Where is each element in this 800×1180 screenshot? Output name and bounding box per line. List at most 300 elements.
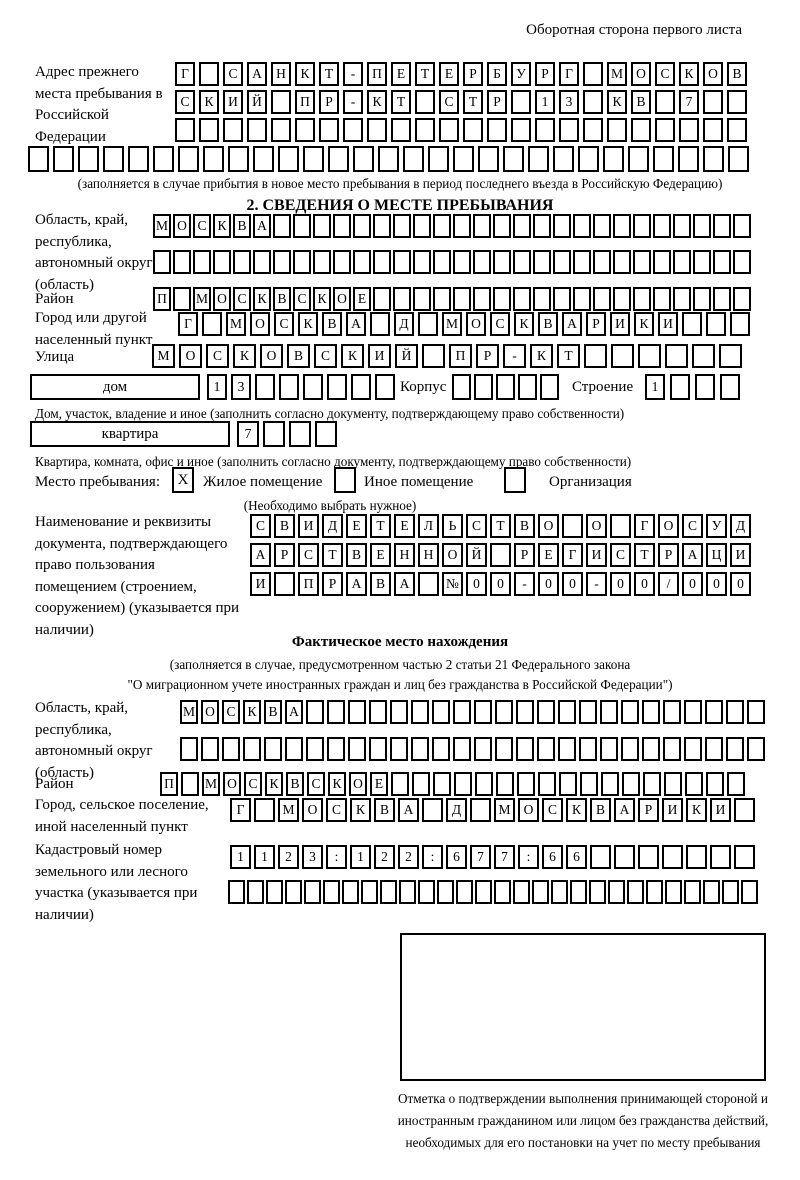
char-cell — [741, 880, 758, 904]
char-cell — [638, 845, 659, 869]
apartment-number-row — [237, 421, 341, 447]
char-cell: С — [326, 798, 347, 822]
char-cell — [621, 737, 639, 761]
char-cell — [733, 214, 751, 238]
char-cell — [559, 772, 577, 796]
char-cell: 1 — [254, 845, 275, 869]
house-label-box: дом — [30, 374, 200, 400]
char-cell: Т — [319, 62, 339, 86]
char-cell — [684, 880, 701, 904]
char-cell — [495, 700, 513, 724]
char-cell: Е — [353, 287, 371, 311]
street-label: Улица — [35, 349, 75, 365]
char-cell — [583, 90, 603, 114]
char-cell — [453, 700, 471, 724]
char-cell — [178, 146, 199, 172]
fact-city-row — [230, 798, 758, 822]
char-cell — [513, 287, 531, 311]
char-cell — [474, 374, 493, 400]
char-cell — [173, 250, 191, 274]
char-cell: К — [566, 798, 587, 822]
char-cell — [153, 250, 171, 274]
fact-title: Фактическое место нахождения — [291, 634, 509, 650]
char-cell — [453, 737, 471, 761]
char-cell — [678, 146, 699, 172]
char-cell — [493, 214, 511, 238]
char-cell — [726, 700, 744, 724]
char-cell — [673, 250, 691, 274]
char-cell: А — [346, 572, 367, 596]
char-cell — [367, 118, 387, 142]
char-cell: Е — [394, 514, 415, 538]
char-cell — [253, 146, 274, 172]
char-cell — [390, 737, 408, 761]
char-cell — [684, 700, 702, 724]
char-cell — [621, 700, 639, 724]
section2-title: 2. СВЕДЕНИЯ О МЕСТЕ ПРЕБЫВАНИЯ — [246, 197, 554, 214]
stay-option-inoe-checkbox[interactable] — [334, 467, 356, 493]
char-cell — [693, 214, 711, 238]
char-cell — [496, 772, 514, 796]
char-cell — [693, 250, 711, 274]
char-cell — [453, 146, 474, 172]
char-cell: В — [374, 798, 395, 822]
char-cell — [553, 214, 571, 238]
char-cell: И — [586, 543, 607, 567]
apartment-note: Квартира, комната, офис и иное (заполнить согласно документу, подтверждающему право собственности) — [35, 454, 632, 469]
house-number-row — [207, 374, 399, 400]
char-cell — [722, 880, 739, 904]
char-cell: Г — [175, 62, 195, 86]
char-cell: С — [206, 344, 229, 368]
stay-option-zhiloe-label: Жилое помещение — [203, 474, 323, 490]
char-cell — [503, 146, 524, 172]
char-cell: Г — [178, 312, 198, 336]
char-cell — [315, 421, 337, 447]
char-cell — [593, 287, 611, 311]
char-cell: К — [298, 312, 318, 336]
char-cell: У — [706, 514, 727, 538]
char-cell: Г — [559, 62, 579, 86]
char-cell — [703, 90, 723, 114]
char-cell: С — [250, 514, 271, 538]
char-cell: Л — [418, 514, 439, 538]
char-cell — [303, 374, 323, 400]
fact-region-label: Область, край, республика, автономный округ (область) — [35, 700, 153, 781]
char-cell: М — [442, 312, 462, 336]
char-cell: Г — [562, 543, 583, 567]
char-cell: О — [518, 798, 539, 822]
city-row — [178, 312, 754, 336]
char-cell — [580, 772, 598, 796]
char-cell — [664, 772, 682, 796]
fact-region-row-1 — [180, 700, 768, 724]
char-cell — [391, 772, 409, 796]
stay-option-zhiloe-checkbox[interactable]: X — [172, 467, 194, 493]
char-cell — [28, 146, 49, 172]
char-cell — [279, 374, 299, 400]
char-cell: М — [202, 772, 220, 796]
char-cell: О — [213, 287, 231, 311]
char-cell — [175, 118, 195, 142]
char-cell: Б — [487, 62, 507, 86]
prev-address-note: (заполняется в случае прибытия в новое место пребывания в период последнего въезда в Российскую Федерацию) — [77, 176, 723, 191]
char-cell — [273, 250, 291, 274]
char-cell: В — [274, 514, 295, 538]
char-cell: К — [295, 62, 315, 86]
char-cell: Е — [370, 543, 391, 567]
char-cell — [478, 146, 499, 172]
char-cell — [453, 287, 471, 311]
char-cell — [213, 250, 231, 274]
char-cell — [313, 214, 331, 238]
char-cell — [528, 146, 549, 172]
char-cell — [537, 737, 555, 761]
char-cell — [273, 214, 291, 238]
char-cell: А — [562, 312, 582, 336]
char-cell: М — [226, 312, 246, 336]
char-cell — [511, 90, 531, 114]
char-cell — [233, 250, 251, 274]
document-row-3 — [250, 572, 754, 596]
char-cell: В — [631, 90, 651, 114]
char-cell — [705, 737, 723, 761]
street-row — [152, 344, 746, 368]
char-cell: Й — [466, 543, 487, 567]
char-cell: 0 — [490, 572, 511, 596]
char-cell: А — [394, 572, 415, 596]
char-cell — [351, 374, 371, 400]
char-cell — [411, 700, 429, 724]
char-cell: С — [298, 543, 319, 567]
char-cell: Д — [730, 514, 751, 538]
char-cell: К — [634, 312, 654, 336]
char-cell: П — [153, 287, 171, 311]
char-cell: Й — [247, 90, 267, 114]
document-row-2 — [250, 543, 754, 567]
char-cell: Р — [319, 90, 339, 114]
char-cell — [255, 374, 275, 400]
char-cell — [453, 214, 471, 238]
char-cell: И — [662, 798, 683, 822]
char-cell — [558, 700, 576, 724]
char-cell — [293, 214, 311, 238]
char-cell: С — [439, 90, 459, 114]
char-cell — [247, 880, 264, 904]
char-cell — [673, 287, 691, 311]
stay-option-org-label: Организация — [549, 474, 632, 490]
char-cell: В — [346, 543, 367, 567]
char-cell: Ь — [442, 514, 463, 538]
char-cell — [706, 312, 726, 336]
char-cell — [201, 737, 219, 761]
char-cell — [415, 118, 435, 142]
char-cell: К — [233, 344, 256, 368]
char-cell — [306, 737, 324, 761]
char-cell: 3 — [231, 374, 251, 400]
char-cell: 7 — [470, 845, 491, 869]
char-cell — [733, 287, 751, 311]
char-cell: П — [160, 772, 178, 796]
char-cell: К — [213, 214, 231, 238]
char-cell — [295, 118, 315, 142]
char-cell — [304, 880, 321, 904]
char-cell: К — [367, 90, 387, 114]
char-cell — [313, 250, 331, 274]
char-cell — [713, 250, 731, 274]
char-cell — [538, 772, 556, 796]
char-cell: Д — [322, 514, 343, 538]
char-cell: У — [511, 62, 531, 86]
char-cell: П — [367, 62, 387, 86]
char-cell — [653, 250, 671, 274]
char-cell: Т — [391, 90, 411, 114]
char-cell — [439, 118, 459, 142]
char-cell: Т — [557, 344, 580, 368]
char-cell: Т — [322, 543, 343, 567]
char-cell — [487, 118, 507, 142]
char-cell — [533, 214, 551, 238]
char-cell: М — [180, 700, 198, 724]
char-cell: Р — [463, 62, 483, 86]
char-cell: К — [199, 90, 219, 114]
char-cell: Р — [476, 344, 499, 368]
char-cell — [646, 880, 663, 904]
char-cell — [518, 374, 537, 400]
char-cell — [474, 700, 492, 724]
char-cell: 0 — [610, 572, 631, 596]
char-cell — [493, 250, 511, 274]
char-cell: М — [153, 214, 171, 238]
char-cell — [695, 374, 715, 400]
char-cell — [264, 737, 282, 761]
char-cell — [78, 146, 99, 172]
char-cell — [692, 344, 715, 368]
confirmation-note: Отметка о подтверждении выполнения принимающей стороной и иностранным гражданином или лицом без гражданства действий, необходимых для его постановки на учет по месту пребывания — [397, 1091, 769, 1150]
char-cell — [653, 287, 671, 311]
char-cell: О — [250, 312, 270, 336]
char-cell — [327, 737, 345, 761]
char-cell: 0 — [562, 572, 583, 596]
char-cell — [199, 118, 219, 142]
char-cell: Н — [394, 543, 415, 567]
char-cell — [600, 700, 618, 724]
char-cell: О — [349, 772, 367, 796]
char-cell: 6 — [446, 845, 467, 869]
char-cell — [633, 287, 651, 311]
char-cell — [579, 737, 597, 761]
char-cell — [103, 146, 124, 172]
char-cell — [494, 880, 511, 904]
char-cell — [375, 374, 395, 400]
char-cell: Н — [418, 543, 439, 567]
char-cell — [403, 146, 424, 172]
char-cell: С — [466, 514, 487, 538]
char-cell: В — [590, 798, 611, 822]
char-cell: О — [260, 344, 283, 368]
char-cell — [432, 700, 450, 724]
char-cell — [600, 737, 618, 761]
char-cell: С — [307, 772, 325, 796]
confirmation-box — [400, 933, 766, 1081]
char-cell — [289, 421, 311, 447]
char-cell: О — [442, 543, 463, 567]
cadastral-row-1 — [230, 845, 758, 869]
char-cell — [180, 737, 198, 761]
char-cell — [553, 250, 571, 274]
char-cell — [348, 700, 366, 724]
char-cell: Е — [439, 62, 459, 86]
char-cell: К — [313, 287, 331, 311]
char-cell: М — [278, 798, 299, 822]
char-cell — [496, 374, 515, 400]
char-cell: А — [250, 543, 271, 567]
char-cell — [453, 250, 471, 274]
char-cell — [413, 214, 431, 238]
char-cell — [710, 845, 731, 869]
char-cell — [593, 214, 611, 238]
char-cell: И — [658, 312, 678, 336]
char-cell — [228, 146, 249, 172]
char-cell: К — [514, 312, 534, 336]
char-cell: - — [514, 572, 535, 596]
char-cell — [391, 118, 411, 142]
char-cell: 7 — [494, 845, 515, 869]
char-cell: О — [658, 514, 679, 538]
char-cell: Р — [514, 543, 535, 567]
char-cell: К — [265, 772, 283, 796]
char-cell: В — [286, 772, 304, 796]
char-cell — [613, 250, 631, 274]
fact-region-row-2 — [180, 737, 768, 761]
char-cell — [583, 118, 603, 142]
char-cell — [432, 737, 450, 761]
char-cell — [728, 146, 749, 172]
char-cell: - — [503, 344, 526, 368]
char-cell: В — [538, 312, 558, 336]
char-cell — [303, 146, 324, 172]
char-cell — [727, 90, 747, 114]
fact-district-label: Район — [35, 776, 74, 792]
char-cell — [607, 118, 627, 142]
char-cell — [653, 214, 671, 238]
char-cell — [513, 250, 531, 274]
char-cell: О — [466, 312, 486, 336]
char-cell — [266, 880, 283, 904]
char-cell — [393, 250, 411, 274]
char-cell: О — [538, 514, 559, 538]
char-cell: О — [586, 514, 607, 538]
char-cell: 2 — [374, 845, 395, 869]
char-cell — [470, 798, 491, 822]
char-cell — [551, 880, 568, 904]
char-cell: Г — [230, 798, 251, 822]
char-cell — [342, 880, 359, 904]
char-cell: Р — [322, 572, 343, 596]
char-cell: С — [175, 90, 195, 114]
char-cell: А — [614, 798, 635, 822]
char-cell — [558, 737, 576, 761]
region-label: Область, край, республика, автономный округ (область) — [35, 212, 153, 293]
char-cell: Р — [487, 90, 507, 114]
char-cell — [665, 880, 682, 904]
char-cell — [720, 374, 740, 400]
char-cell: В — [370, 572, 391, 596]
char-cell: И — [298, 514, 319, 538]
char-cell — [573, 250, 591, 274]
char-cell: Ц — [706, 543, 727, 567]
char-cell — [705, 700, 723, 724]
char-cell: К — [350, 798, 371, 822]
char-cell: Е — [346, 514, 367, 538]
cadastral-label: Кадастровый номер земельного или лесного участка (указывается при наличии) — [35, 842, 198, 923]
char-cell: Т — [634, 543, 655, 567]
char-cell: Е — [391, 62, 411, 86]
char-cell: М — [494, 798, 515, 822]
char-cell — [370, 312, 390, 336]
char-cell: 7 — [237, 421, 259, 447]
char-cell — [663, 700, 681, 724]
char-cell — [613, 287, 631, 311]
char-cell — [642, 737, 660, 761]
page-header-note: Оборотная сторона первого листа — [526, 22, 742, 38]
char-cell: И — [368, 344, 391, 368]
char-cell — [271, 118, 291, 142]
char-cell: 0 — [538, 572, 559, 596]
char-cell: С — [293, 287, 311, 311]
char-cell — [254, 798, 275, 822]
char-cell: 1 — [350, 845, 371, 869]
char-cell: О — [703, 62, 723, 86]
char-cell: 2 — [278, 845, 299, 869]
char-cell — [353, 214, 371, 238]
char-cell — [475, 772, 493, 796]
char-cell — [693, 287, 711, 311]
char-cell: П — [298, 572, 319, 596]
char-cell — [263, 421, 285, 447]
char-cell: С — [223, 62, 243, 86]
char-cell: 3 — [559, 90, 579, 114]
char-cell — [433, 214, 451, 238]
char-cell: А — [398, 798, 419, 822]
prev-address-overflow-row — [28, 146, 753, 172]
stroenie-row — [645, 374, 745, 400]
fact-district-row — [160, 772, 748, 796]
char-cell — [673, 214, 691, 238]
char-cell: 2 — [398, 845, 419, 869]
char-cell: С — [244, 772, 262, 796]
char-cell: № — [442, 572, 463, 596]
char-cell — [193, 250, 211, 274]
char-cell: М — [607, 62, 627, 86]
char-cell — [513, 880, 530, 904]
char-cell: П — [295, 90, 315, 114]
char-cell — [223, 118, 243, 142]
char-cell — [734, 845, 755, 869]
char-cell — [319, 118, 339, 142]
char-cell: Р — [638, 798, 659, 822]
char-cell — [622, 772, 640, 796]
stay-option-org-checkbox[interactable] — [504, 467, 526, 493]
char-cell: - — [586, 572, 607, 596]
char-cell — [642, 700, 660, 724]
char-cell — [222, 737, 240, 761]
char-cell — [613, 214, 631, 238]
document-label: Наименование и реквизиты документа, подтверждающего право пользования помещением (строением, сооружением) (указывается при наличии) — [35, 514, 240, 638]
fact-note-1: (заполняется в случае, предусмотренном частью 2 статьи 21 Федерального закона — [169, 657, 631, 672]
char-cell — [475, 880, 492, 904]
stay-note: (Необходимо выбрать нужное) — [243, 498, 417, 513]
